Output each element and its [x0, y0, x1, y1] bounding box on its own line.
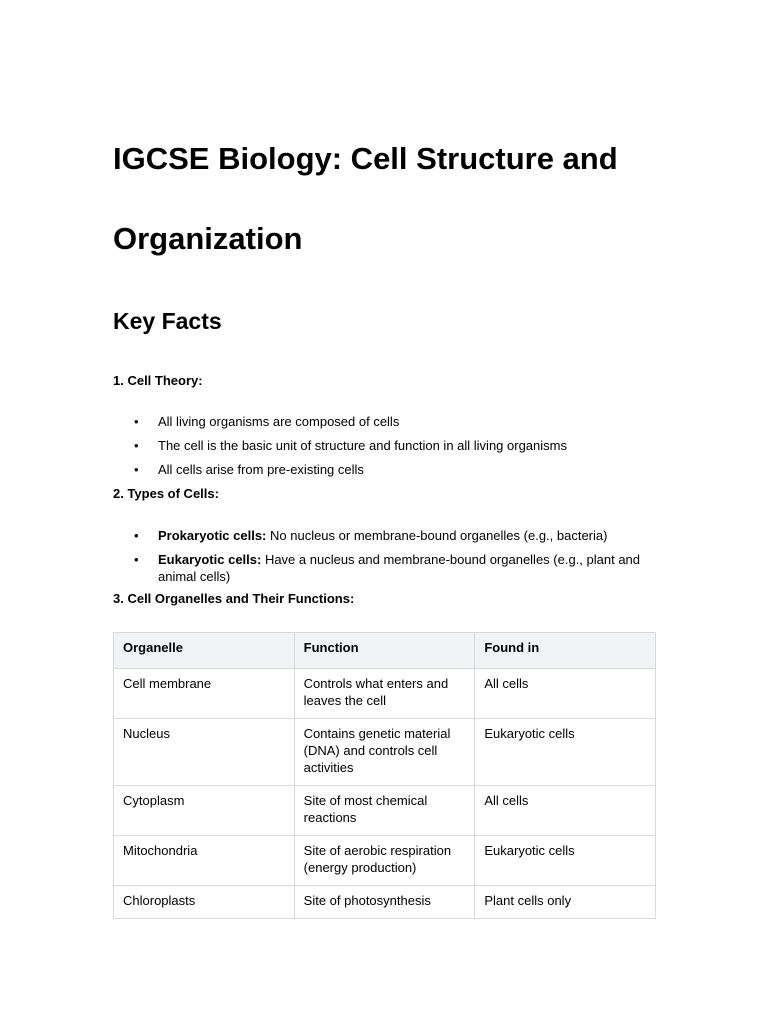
table-row — [114, 719, 656, 786]
table-cell: All cells — [475, 669, 656, 719]
table-cell: Mitochondria — [114, 836, 295, 886]
list-item — [113, 527, 655, 544]
cell-theory-heading: 1. Cell Theory: — [113, 373, 203, 388]
key-facts-heading: Key Facts — [113, 308, 222, 334]
cell-theory-list — [113, 413, 655, 485]
list-item-text: The cell is the basic unit of structure and function in all living organisms — [158, 438, 567, 453]
bullet-icon: • — [134, 462, 139, 477]
list-item-text: No nucleus or membrane-bound organelles (e.g., bacteria) — [266, 528, 608, 543]
organelles-heading: 3. Cell Organelles and Their Functions: — [113, 591, 355, 606]
organelles-table — [113, 632, 656, 919]
table-cell: Contains genetic material (DNA) and controls cell activities — [294, 719, 475, 786]
bullet-icon: • — [134, 552, 139, 567]
types-of-cells-heading: 2. Types of Cells: — [113, 486, 219, 501]
list-item — [113, 461, 655, 478]
list-item — [113, 437, 655, 454]
table-cell: Eukaryotic cells — [475, 836, 656, 886]
bullet-icon: • — [134, 438, 139, 453]
types-of-cells-list — [113, 527, 655, 592]
table-cell: Controls what enters and leaves the cell — [294, 669, 475, 719]
table-cell: Nucleus — [114, 719, 295, 786]
list-item-term: Eukaryotic cells: — [158, 552, 262, 567]
table-cell: Site of photosynthesis — [294, 886, 475, 919]
table-cell: Cytoplasm — [114, 786, 295, 836]
table-row — [114, 836, 656, 886]
list-item-term: Prokaryotic cells: — [158, 528, 267, 543]
list-item-text: Have a nucleus and membrane-bound organelles (e.g., plant and animal cells) — [158, 552, 641, 584]
list-item — [113, 551, 655, 585]
document-title-line-1: IGCSE Biology: Cell Structure and — [113, 141, 618, 176]
document-title-line-2: Organization — [113, 221, 303, 256]
table-header-row — [114, 633, 656, 669]
list-item — [113, 413, 655, 430]
table-cell: Site of aerobic respiration (energy production) — [294, 836, 475, 886]
table-row — [114, 886, 656, 919]
column-header: Function — [294, 633, 475, 669]
column-header: Organelle — [114, 633, 295, 669]
table-row — [114, 786, 656, 836]
table-cell: Chloroplasts — [114, 886, 295, 919]
bullet-icon: • — [134, 528, 139, 543]
document-title — [113, 119, 673, 279]
table-cell: Plant cells only — [475, 886, 656, 919]
table-cell: All cells — [475, 786, 656, 836]
table-cell: Eukaryotic cells — [475, 719, 656, 786]
list-item-text: All living organisms are composed of cells — [158, 414, 400, 429]
list-item-text: All cells arise from pre-existing cells — [158, 462, 364, 477]
bullet-icon: • — [134, 414, 139, 429]
table-cell: Cell membrane — [114, 669, 295, 719]
table-cell: Site of most chemical reactions — [294, 786, 475, 836]
table-row — [114, 669, 656, 719]
column-header: Found in — [475, 633, 656, 669]
